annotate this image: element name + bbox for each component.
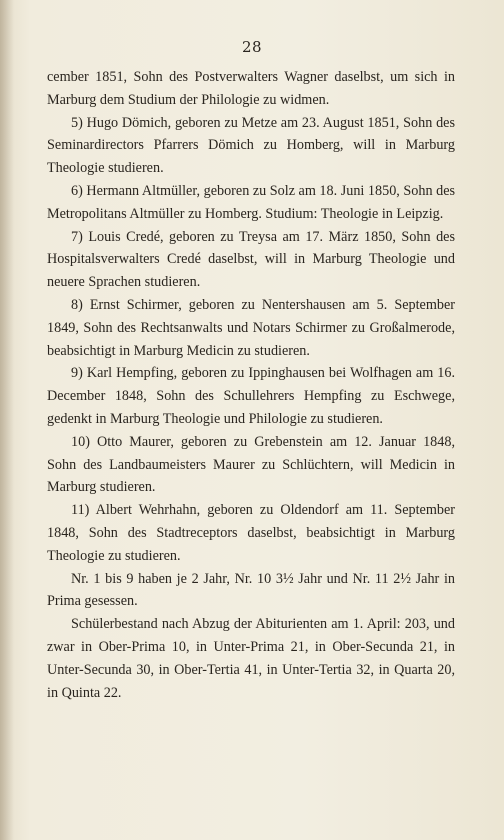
paragraph-entry-5: 5) Hugo Dömich, geboren zu Metze am 23. August 1851, Sohn des Seminardirectors Pfarrers Dömich zu Homberg, will in Marburg Theologie studieren.	[47, 114, 455, 177]
paragraph-entry-9: 9) Karl Hempfing, geboren zu Ippinghausen bei Wolfhagen am 16. December 1848, Sohn des Schullehrers Hempfing zu Eschwege, gedenkt in Marburg Theologie und Philologie zu studieren.	[47, 365, 455, 427]
paragraph-student-count: Schülerbestand nach Abzug der Abiturienten am 1. April: 203, und zwar in Ober-Prima 10, in Unter-Prima 21, in Ober-Secunda 21, in Unter-Secunda 30, in Ober-Tertia 41, in Unter-Tertia 32, in Quarta 20, in Quinta 22.	[47, 616, 455, 701]
paragraph-entry-7: 7) Louis Credé, geboren zu Treysa am 17. März 1850, Sohn des Hospitalsverwalters Credé daselbst, will in Marburg Theologie und neuere Sprachen studieren.	[47, 228, 455, 291]
paragraph-entry-11: 11) Albert Wehrhahn, geboren zu Oldendorf am 11. September 1848, Sohn des Stadtreceptors daselbst, beabsichtigt in Marburg Theologie zu studieren.	[47, 502, 455, 564]
paragraph-continuation: cember 1851, Sohn des Postverwalters Wagner daselbst, um sich in Marburg dem Studium der Philologie zu widmen.	[47, 69, 455, 108]
paragraph-entry-10: 10) Otto Maurer, geboren zu Grebenstein am 12. Januar 1848, Sohn des Landbaumeisters Maurer zu Schlüchtern, will Medicin in Marburg studieren.	[47, 433, 455, 496]
page-number: 28	[241, 38, 263, 56]
paragraph-prima-duration: Nr. 1 bis 9 haben je 2 Jahr, Nr. 10 3½ Jahr und Nr. 11 2½ Jahr in Prima gesessen.	[47, 570, 455, 610]
paragraph-entry-6: 6) Hermann Altmüller, geboren zu Solz am 18. Juni 1850, Sohn des Metropolitans Altmüller zu Homberg. Studium: Theologie in Leipzig.	[47, 182, 456, 222]
body-text	[47, 66, 455, 704]
paragraph-entry-8: 8) Ernst Schirmer, geboren zu Nentershausen am 5. September 1849, Sohn des Rechtsanwalts und Notars Schirmer zu Großalmerode, beabsichtigt in Marburg Medicin zu studieren.	[47, 296, 455, 359]
binding-shadow	[0, 0, 14, 840]
